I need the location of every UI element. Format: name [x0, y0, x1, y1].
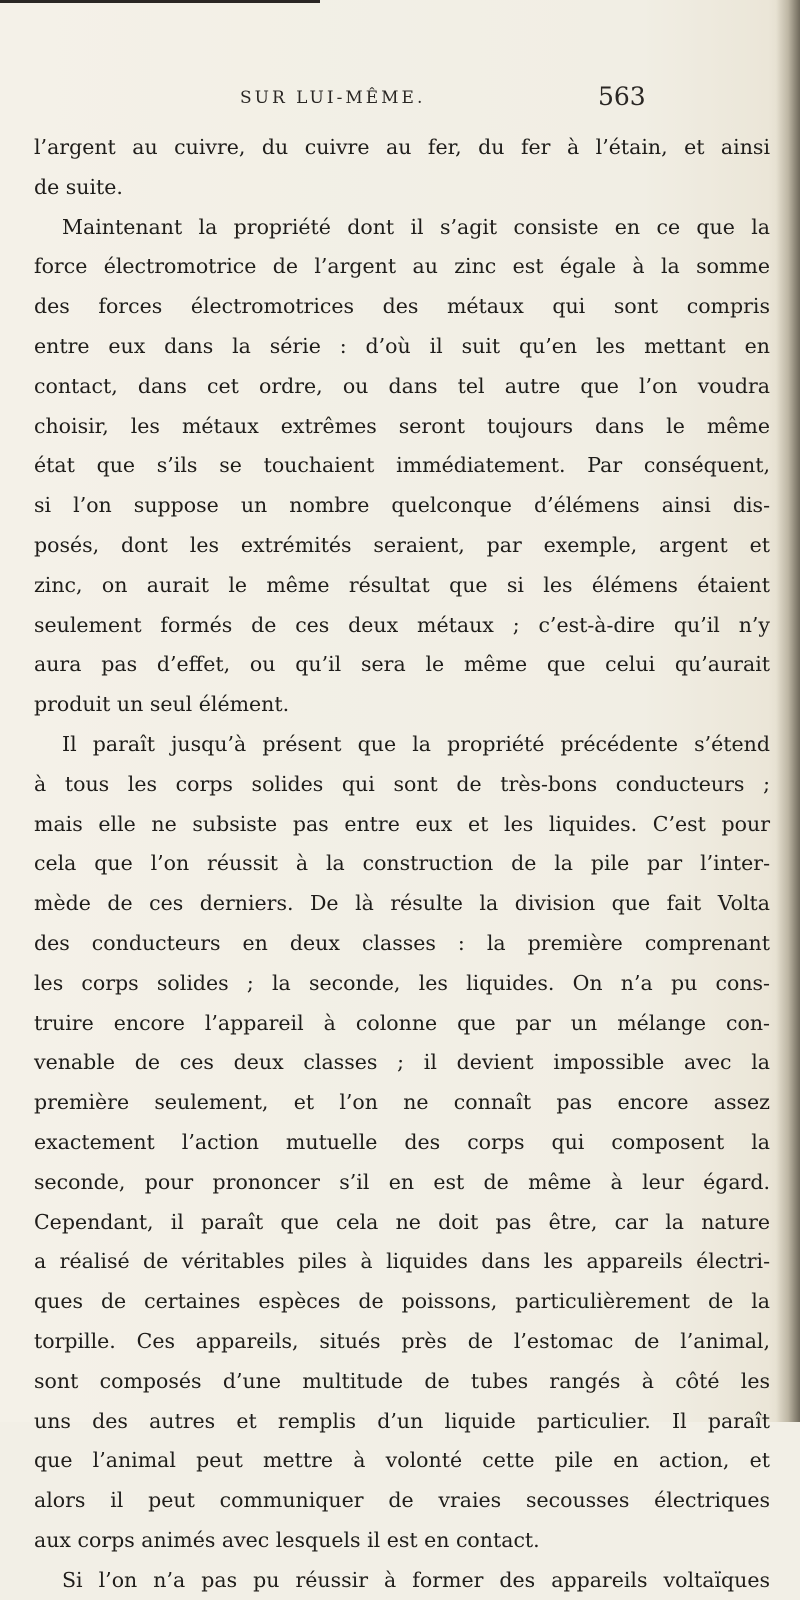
- body-text: [34, 128, 770, 1600]
- text-line: état que s’ils se touchaient immédiatement. Par conséquent,: [34, 453, 770, 478]
- text-line: aura pas d’effet, ou qu’il sera le même que celui qu’aurait: [34, 652, 770, 677]
- text-line: choisir, les métaux extrêmes seront toujours dans le même: [34, 413, 770, 438]
- text-line: seconde, pour prononcer s’il en est de même à leur égard.: [34, 1169, 770, 1194]
- text-line: zinc, on aurait le même résultat que si les élémens étaient: [34, 572, 770, 597]
- text-line: alors il peut communiquer de vraies secousses électriques: [34, 1488, 770, 1513]
- text-line: Cependant, il paraît que cela ne doit pas être, car la nature: [34, 1209, 770, 1234]
- text-line: première seulement, et l’on ne connaît pas encore assez: [34, 1090, 770, 1115]
- text-line: contact, dans cet ordre, ou dans tel autre que l’on voudra: [34, 373, 770, 398]
- text-line: produit un seul élément.: [34, 692, 290, 717]
- text-line: cela que l’on réussit à la construction de la pile par l’inter-: [34, 851, 770, 876]
- text-line: à tous les corps solides qui sont de très-bons conducteurs ;: [34, 771, 770, 796]
- text-line: que l’animal peut mettre à volonté cette pile en action, et: [34, 1448, 770, 1473]
- text-line: les corps solides ; la seconde, les liquides. On n’a pu cons-: [34, 970, 770, 995]
- text-line: a réalisé de véritables piles à liquides dans les appareils électri-: [34, 1249, 770, 1274]
- running-head: SUR LUI-MÊME.: [240, 88, 426, 108]
- text-line: des forces électromotrices des métaux qui sont compris: [34, 294, 770, 319]
- text-line: Il paraît jusqu’à présent que la propriété précédente s’étend: [62, 731, 770, 756]
- top-edge-rule: [0, 0, 320, 3]
- text-line: posés, dont les extrémités seraient, par exemple, argent et: [34, 532, 770, 557]
- binding-shadow: [776, 0, 800, 1422]
- text-line: venable de ces deux classes ; il devient impossible avec la: [34, 1050, 770, 1075]
- text-line: uns des autres et remplis d’un liquide particulier. Il paraît: [34, 1408, 770, 1433]
- text-line: de suite.: [34, 174, 123, 199]
- page-number: 563: [598, 82, 646, 111]
- text-line: force électromotrice de l’argent au zinc est égale à la somme: [34, 254, 770, 279]
- text-line: Maintenant la propriété dont il s’agit consiste en ce que la: [62, 214, 770, 239]
- text-line: l’argent au cuivre, du cuivre au fer, du fer à l’étain, et ainsi: [34, 135, 770, 159]
- text-line: truire encore l’appareil à colonne que par un mélange con-: [34, 1010, 770, 1035]
- text-line: si l’on suppose un nombre quelconque d’élémens ainsi dis-: [34, 493, 770, 518]
- text-line: aux corps animés avec lesquels il est en contact.: [34, 1527, 540, 1552]
- page-header: [0, 82, 800, 128]
- text-line: mais elle ne subsiste pas entre eux et les liquides. C’est pour: [34, 811, 770, 836]
- text-line: Si l’on n’a pas pu réussir à former des appareils voltaïques: [62, 1567, 770, 1592]
- text-line: mède de ces derniers. De là résulte la division que fait Volta: [34, 891, 770, 916]
- text-line: des conducteurs en deux classes : la première comprenant: [34, 930, 770, 955]
- text-line: sont composés d’une multitude de tubes rangés à côté les: [34, 1368, 770, 1393]
- text-line: entre eux dans la série : d’où il suit qu’en les mettant en: [34, 333, 770, 358]
- text-line: ques de certaines espèces de poissons, particulièrement de la: [34, 1289, 770, 1314]
- text-line: exactement l’action mutuelle des corps qui composent la: [34, 1129, 770, 1154]
- text-line: torpille. Ces appareils, situés près de l’estomac de l’animal,: [34, 1328, 770, 1353]
- text-line: seulement formés de ces deux métaux ; c’est-à-dire qu’il n’y: [34, 612, 770, 637]
